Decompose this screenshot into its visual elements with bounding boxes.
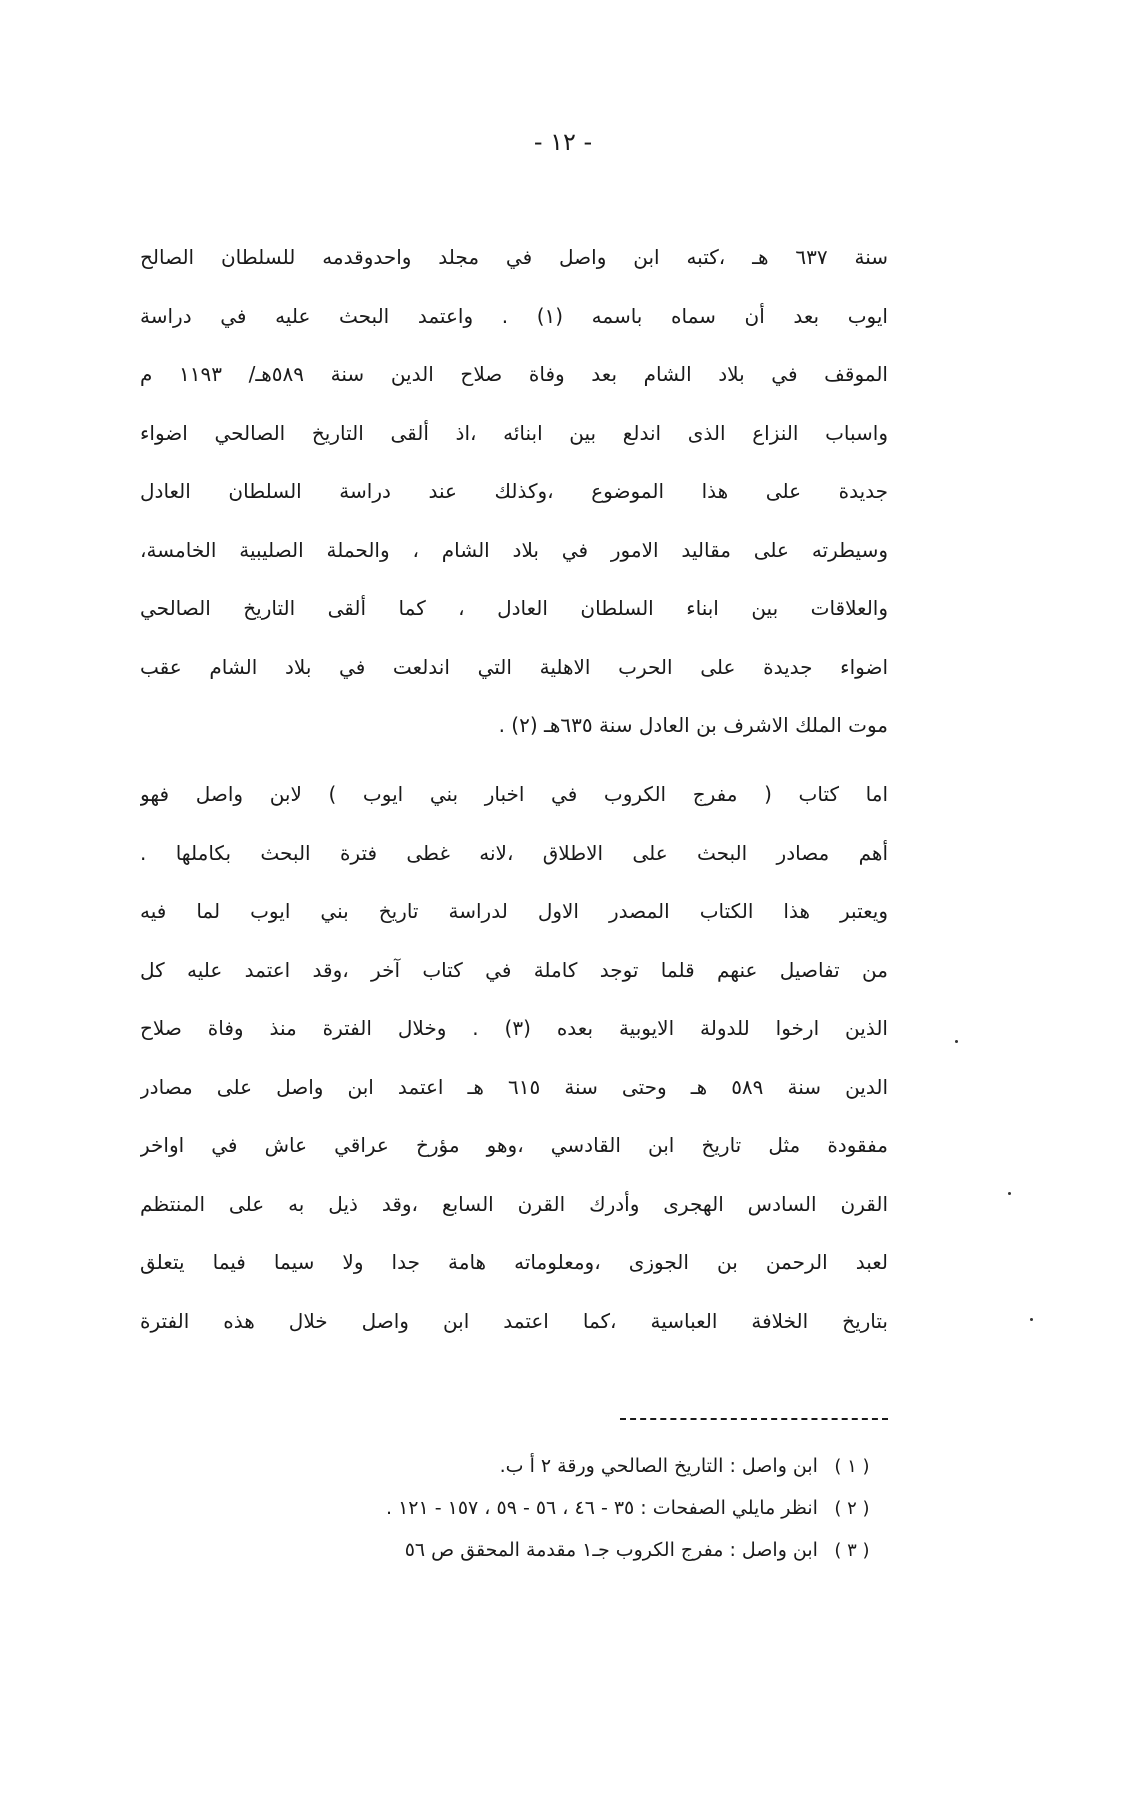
text-line: جديدة على هذا الموضوع ،وكذلك عند دراسة السلطان العادل [140,479,888,503]
footnote-1 [160,1452,880,1480]
text-line: والعلاقات بين ابناء السلطان العادل ، كما ألقى التاريخ الصالحي [140,596,888,620]
text-line: من تفاصيل عنهم قلما توجد كاملة في كتاب آخر ،وقد اعتمد عليه كل [140,957,888,982]
scan-speck [1030,1318,1033,1321]
text-line: موت الملك الاشرف بن العادل سنة ٦٣٥هـ (٢) . [498,713,888,737]
text-line: اضواء جديدة على الحرب الاهلية التي اندلعت في بلاد الشام عقب [140,654,888,679]
text-line: ايوب بعد أن سماه باسمه (١) . واعتمد البحث عليه في دراسة [140,303,888,328]
text-line: ويعتبر هذا الكتاب المصدر الاول لدراسة تاريخ بني ايوب لما فيه [140,899,888,923]
footnotes [160,1452,880,1578]
footnote-separator [620,1418,888,1420]
text-line: اما كتاب ( مفرج الكروب في اخبار بني ايوب ) لابن واصل فهو [140,782,888,806]
footnote-text: ابن واصل : التاريخ الصالحي ورقة ٢ أ ب. [499,1455,818,1477]
text-line: الذين ارخوا للدولة الايوبية بعده (٣) . وخلال الفترة منذ وفاة صلاح [140,1016,888,1040]
text-line: بتاريخ الخلافة العباسية ،كما اعتمد ابن واصل خلال هذه الفترة [140,1308,888,1333]
footnote-2 [160,1494,880,1522]
text-line: القرن السادس الهجرى وأدرك القرن السابع ،وقد ذيل به على المنتظم [140,1191,888,1216]
footnote-text: ابن واصل : مفرج الكروب جـ١ مقدمة المحقق ص ٥٦ [404,1539,818,1561]
text-line: واسباب النزاع الذى اندلع بين ابنائه ،اذ ألقى التاريخ الصالحي اضواء [140,420,888,445]
scan-speck [955,1040,958,1043]
paragraph-2 [140,781,888,1366]
text-line: سنة ٦٣٧ هـ ،كتبه ابن واصل في مجلد واحدوقدمه للسلطان الصالح [140,245,888,269]
text-line: الموقف في بلاد الشام بعد وفاة صلاح الدين سنة ٥٨٩هـ/ ١١٩٣ م [140,362,888,386]
footnote-3 [160,1536,880,1564]
scan-speck [1008,1192,1011,1195]
footnote-number: ( ١ ) [834,1456,870,1477]
text-line: أهم مصادر البحث على الاطلاق ،لانه غطى فترة البحث بكاملها . [140,840,888,865]
footnote-number: ( ٣ ) [834,1540,870,1561]
text-line: لعبد الرحمن بن الجوزى ،ومعلوماته هامة جدا ولا سيما فيما يتعلق [140,1250,888,1274]
footnote-text: انظر مايلي الصفحات : ٣٥ - ٤٦ ، ٥٦ - ٥٩ ، ١٥٧ - ١٢١ . [385,1497,818,1519]
text-line: الدين سنة ٥٨٩ هـ وحتى سنة ٦١٥ هـ اعتمد ابن واصل على مصادر [140,1074,888,1099]
page-number: - ١٢ - [533,128,593,156]
paragraph-1 [140,244,888,771]
text-line: مفقودة مثل تاريخ ابن القادسي ،وهو مؤرخ عراقي عاش في اواخر [140,1133,888,1157]
footnote-number: ( ٢ ) [834,1498,870,1519]
text-line: وسيطرته على مقاليد الامور في بلاد الشام ، والحملة الصليبية الخامسة، [140,537,888,562]
